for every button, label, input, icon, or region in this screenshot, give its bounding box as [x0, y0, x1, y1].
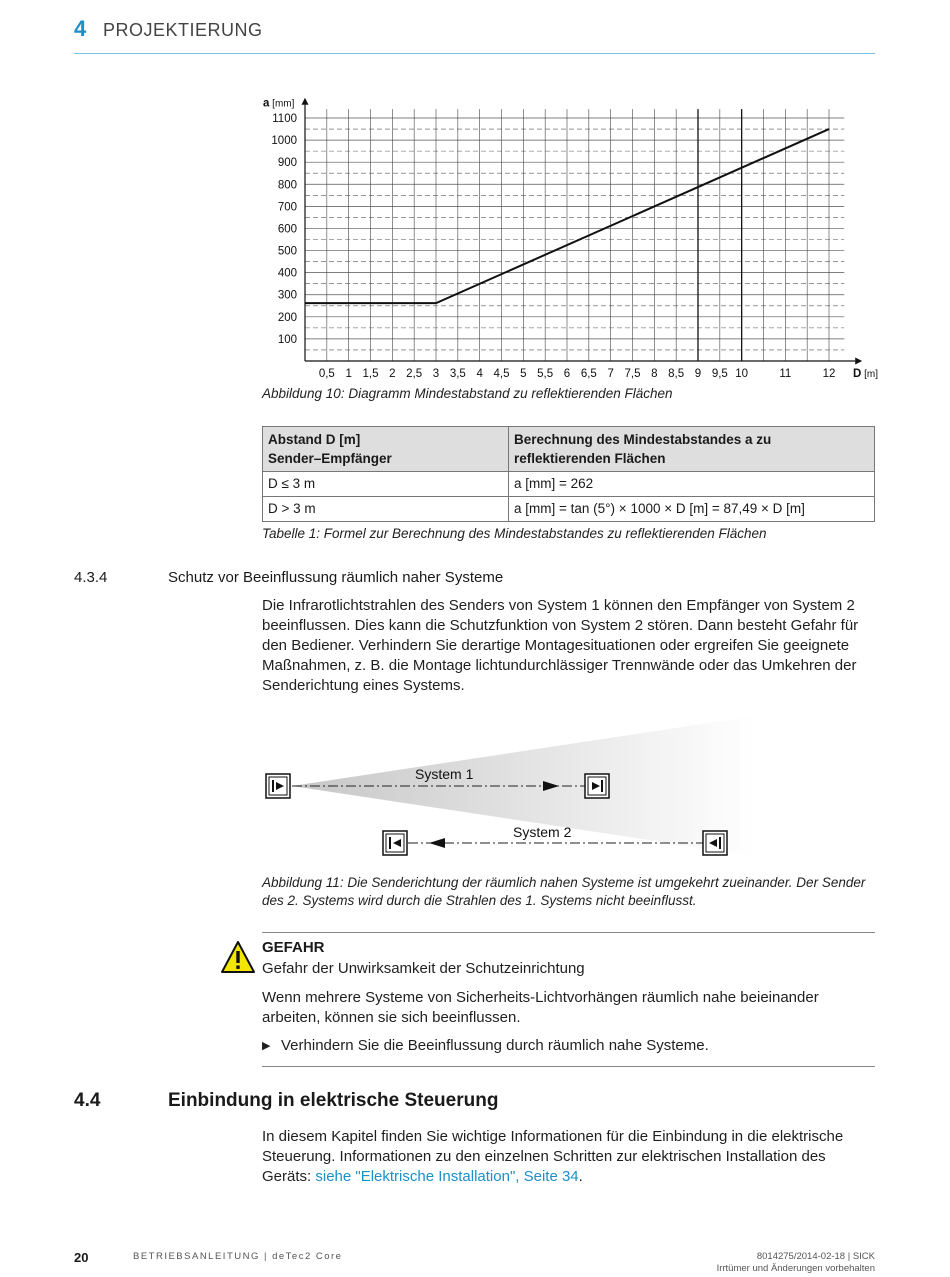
x-tick-label: 1	[345, 368, 352, 380]
header-distance-line1: Abstand D [m]	[268, 432, 361, 447]
x-tick-label: 6	[563, 368, 571, 380]
table-row	[263, 472, 875, 497]
warning-subtitle: Gefahr der Unwirksamkeit der Schutzeinrichtung	[262, 960, 585, 977]
x-tick-label: 9	[694, 368, 702, 380]
y-tick-label: 700	[277, 201, 297, 214]
x-tick-label: 6,5	[580, 368, 597, 380]
y-tick-label: 800	[277, 179, 297, 192]
section-number: 4.4	[74, 1090, 101, 1111]
manual-title: BETRIEBSANLEITUNG | deTec2 Core	[133, 1251, 343, 1262]
x-tick-label: 10	[735, 368, 749, 380]
x-tick-label: 7,5	[624, 368, 641, 380]
section-title: Schutz vor Beeinflussung räumlich naher Systeme	[168, 569, 504, 586]
chapter-title: PROJEKTIERUNG	[103, 20, 263, 40]
system-arrangement-diagram	[255, 712, 775, 870]
table-cell: a [mm] = tan (5°) × 1000 × D [m] = 87,49 × D [m]	[509, 497, 875, 522]
x-tick-label: 2	[389, 368, 396, 380]
installation-link[interactable]: siehe "Elektrische Installation", Seite 34	[315, 1168, 579, 1185]
warning-text: Wenn mehrere Systeme von Sicherheits-Lichtvorhängen räumlich nahe beieinander arbeiten, können sie sich beeinflussen.	[262, 989, 819, 1026]
x-tick-label: 4,5	[493, 368, 510, 380]
x-tick-label: 5,5	[537, 368, 554, 380]
x-axis-arrow	[855, 358, 862, 365]
table-cell: D ≤ 3 m	[263, 472, 509, 497]
paragraph-text: In diesem Kapitel finden Sie wichtige Informationen für die Einbindung in die elektrische Steuerung. Informationen zu den einzelnen Schritten zur elektrischen Installation des Geräts:	[262, 1128, 844, 1185]
y-tick-label: 100	[277, 333, 297, 346]
x-tick-label: 9,5	[711, 368, 728, 380]
table-header-row	[263, 427, 875, 472]
header-distance-line2: Sender–Empfänger	[268, 451, 392, 466]
warning-top-rule	[262, 932, 875, 933]
footer-right	[717, 1251, 875, 1275]
chapter-number: 4	[74, 16, 87, 41]
y-axis-label: a [mm]	[263, 97, 295, 110]
x-tick-label: 8	[651, 368, 658, 380]
y-tick-label: 500	[277, 245, 297, 258]
system-1-receiver-icon	[585, 774, 609, 798]
x-tick-label: 3	[432, 368, 440, 380]
disclaimer: Irrtümer und Änderungen vorbehalten	[716, 1263, 875, 1274]
x-axis-label: D [m]	[853, 368, 879, 380]
min-distance-chart	[255, 92, 879, 384]
figure-11-caption: Abbildung 11: Die Senderichtung der räumlich nahen Systeme ist umgekehrt zueinander. Der Sender des 2. Systems wird durch die Strahlen des 1. Systems nicht beeinflusst.	[262, 875, 866, 908]
warning-action: Verhindern Sie die Beeinflussung durch räumlich nahe Systeme.	[281, 1037, 709, 1054]
x-tick-label: 8,5	[668, 368, 685, 380]
section-number: 4.3.4	[74, 569, 108, 586]
x-tick-label: 4	[476, 368, 483, 380]
x-tick-label: 12	[822, 368, 836, 380]
y-tick-label: 400	[277, 267, 297, 280]
table-1-caption: Tabelle 1: Formel zur Berechnung des Mindestabstandes zu reflektierenden Flächen	[262, 526, 767, 541]
document-id: 8014275/2014-02-18 | SICK	[756, 1251, 875, 1262]
y-tick-label: 1000	[271, 135, 297, 148]
y-axis-arrow	[302, 98, 309, 105]
y-tick-label: 300	[277, 289, 297, 302]
table-header-cell: Berechnung des Mindestabstandes a zu reflektierenden Flächen	[509, 427, 875, 472]
header-rule	[74, 53, 875, 54]
figure-10-caption: Abbildung 10: Diagramm Mindestabstand zu reflektierenden Flächen	[262, 386, 673, 401]
x-tick-label: 0,5	[318, 368, 335, 380]
page-number: 20	[74, 1250, 89, 1265]
x-tick-label: 11	[779, 368, 792, 380]
paragraph-end: .	[578, 1168, 583, 1185]
y-tick-label: 1100	[272, 113, 297, 125]
table-cell: D > 3 m	[263, 497, 509, 522]
y-tick-label: 200	[277, 311, 297, 324]
y-tick-label: 900	[277, 157, 297, 170]
formula-table	[262, 426, 875, 522]
table-row	[263, 497, 875, 522]
section-paragraph	[262, 1127, 875, 1187]
table-header-cell	[263, 427, 509, 472]
system-1-sender-icon	[266, 774, 290, 798]
section-paragraph: Die Infrarotlichtstrahlen des Senders von System 1 können den Empfänger von System 2 beeinflussen. Dies kann die Schutzfunktion von System 2 stören. Dann besteht Gefahr für den Bediener. Verhindern Sie derartige Montagesituationen oder ergreifen Sie geeignete Maßnahmen, z. B. die Montage lichtundurchlässiger Trennwände oder das Umkehren der Senderichtung eines Systems.	[262, 597, 859, 694]
x-tick-label: 2,5	[406, 368, 423, 380]
y-tick-label: 600	[277, 223, 297, 236]
x-tick-label: 7	[607, 368, 614, 380]
system-2-receiver-icon	[383, 831, 407, 855]
warning-triangle-icon	[220, 940, 256, 974]
x-tick-label: 3,5	[449, 368, 466, 380]
table-cell: a [mm] = 262	[509, 472, 875, 497]
warning-bottom-rule	[262, 1066, 875, 1067]
warning-title: GEFAHR	[262, 939, 325, 956]
x-tick-label: 5	[520, 368, 527, 380]
system-2-label: System 2	[513, 824, 572, 840]
system-1-label: System 1	[415, 766, 474, 782]
system-2-arrow	[429, 838, 445, 848]
system-2-sender-icon	[703, 831, 727, 855]
x-tick-label: 1,5	[362, 368, 379, 380]
action-bullet-icon: ▶	[262, 1040, 271, 1052]
section-title: Einbindung in elektrische Steuerung	[168, 1090, 499, 1111]
